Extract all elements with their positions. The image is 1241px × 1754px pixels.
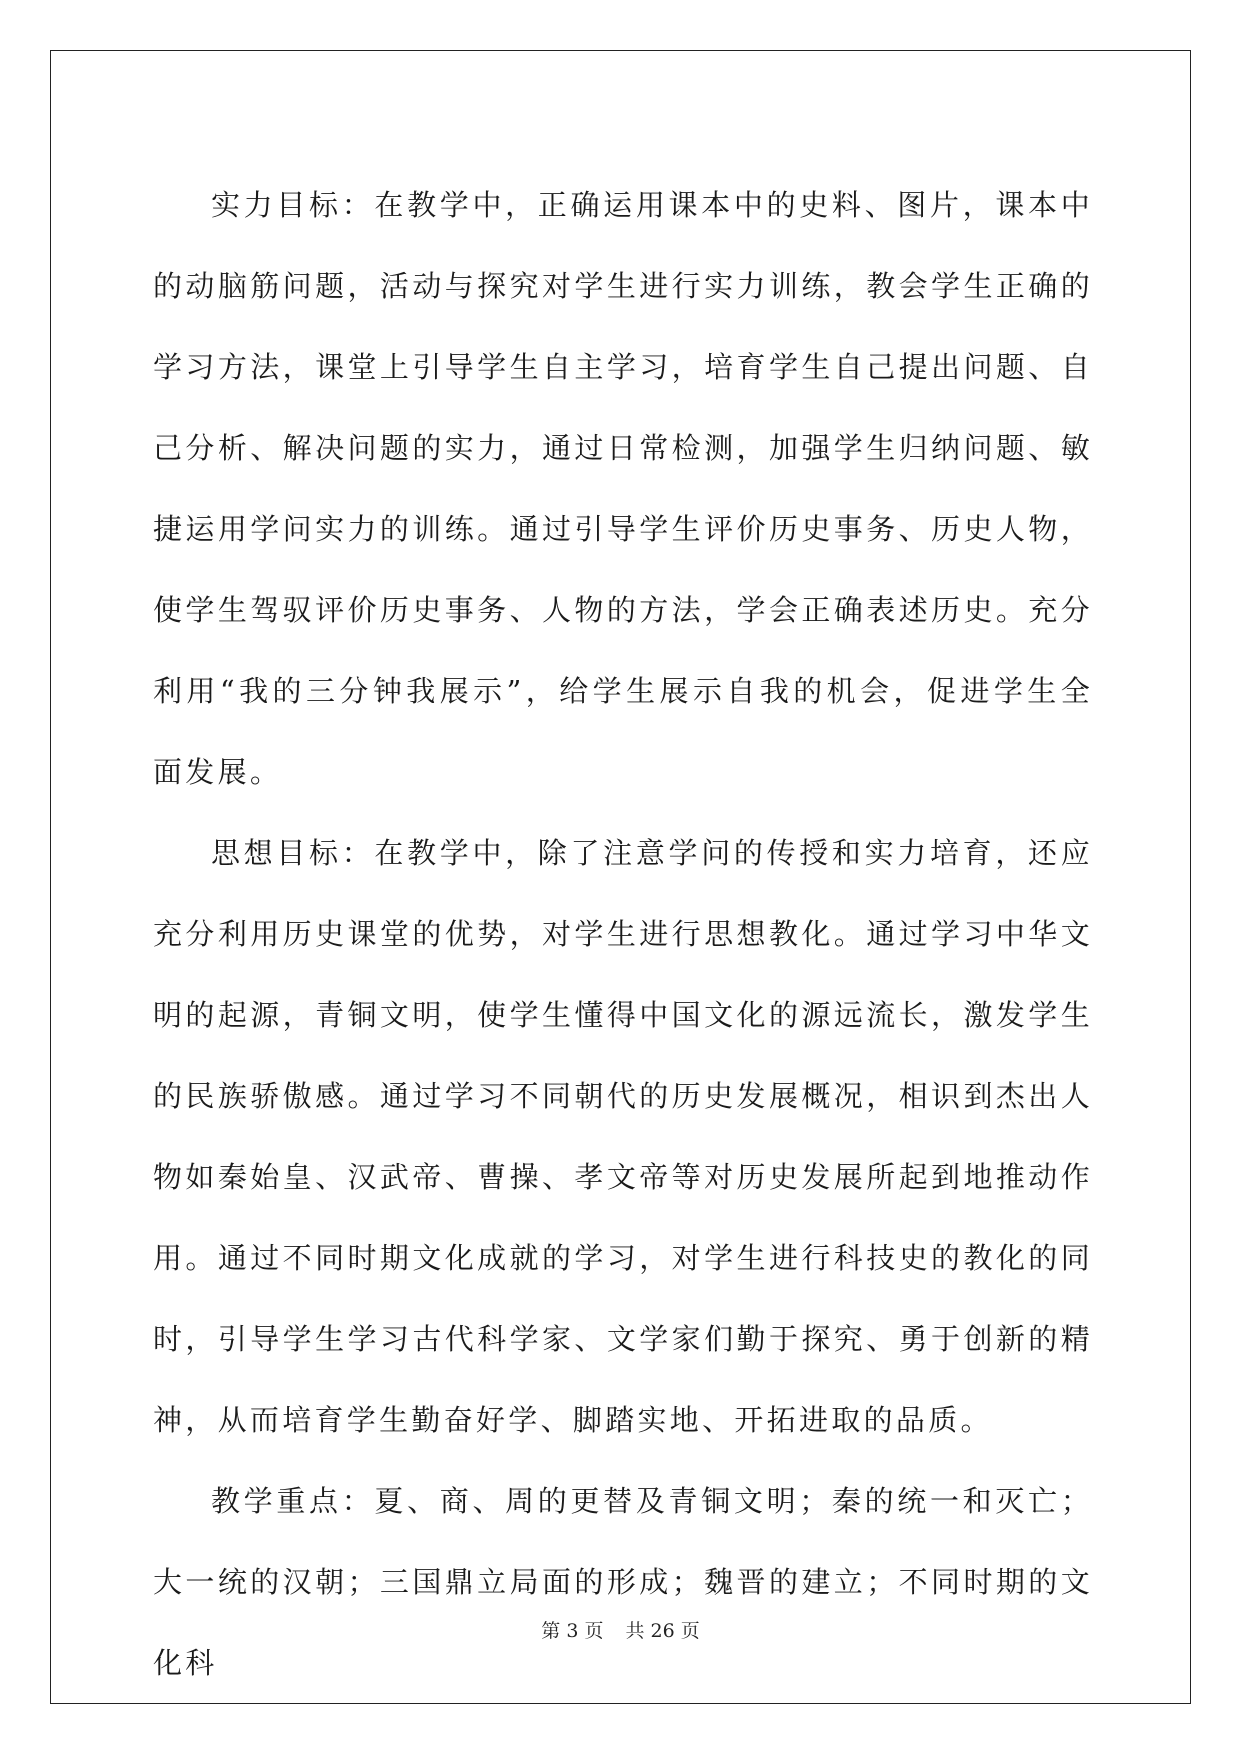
paragraph-teaching-focus: 教学重点：夏、商、周的更替及青铜文明；秦的统一和灭亡；大一统的汉朝；三国鼎立局面的形成；魏晋的建立；不同时期的文化科 [153,1484,1093,1680]
paragraph-ability-goal: 实力目标：在教学中，正确运用课本中的史料、图片，课本中的动脑筋问题，活动与探究对学生进行实力训练，教会学生正确的学习方法，课堂上引导学生自主学习，培育学生自己提出问题、自己分析、解决问题的实力，通过日常检测，加强学生归纳问题、敏捷运用学问实力的训练。通过引导学生评价历史事务、历史人物，使学生驾驭评价历史事务、人物的方法，学会正确表述历史。充分利用“我的三分钟我展示”，给学生展示自我的机会，促进学生全面发展。 [153,188,1093,789]
page-footer [0,1616,1241,1643]
document-body [153,165,1093,1704]
page-number: 第 3 页 [541,1620,604,1642]
page-total: 共 26 页 [625,1620,700,1642]
paragraph-thought-goal: 思想目标：在教学中，除了注意学问的传授和实力培育，还应充分利用历史课堂的优势，对学生进行思想教化。通过学习中华文明的起源，青铜文明，使学生懂得中国文化的源远流长，激发学生的民族骄傲感。通过学习不同朝代的历史发展概况，相识到杰出人物如秦始皇、汉武帝、曹操、孝文帝等对历史发展所起到地推动作用。通过不同时期文化成就的学习，对学生进行科技史的教化的同时，引导学生学习古代科学家、文学家们勤于探究、勇于创新的精神，从而培育学生勤奋好学、脚踏实地、开拓进取的品质。 [153,836,1093,1437]
